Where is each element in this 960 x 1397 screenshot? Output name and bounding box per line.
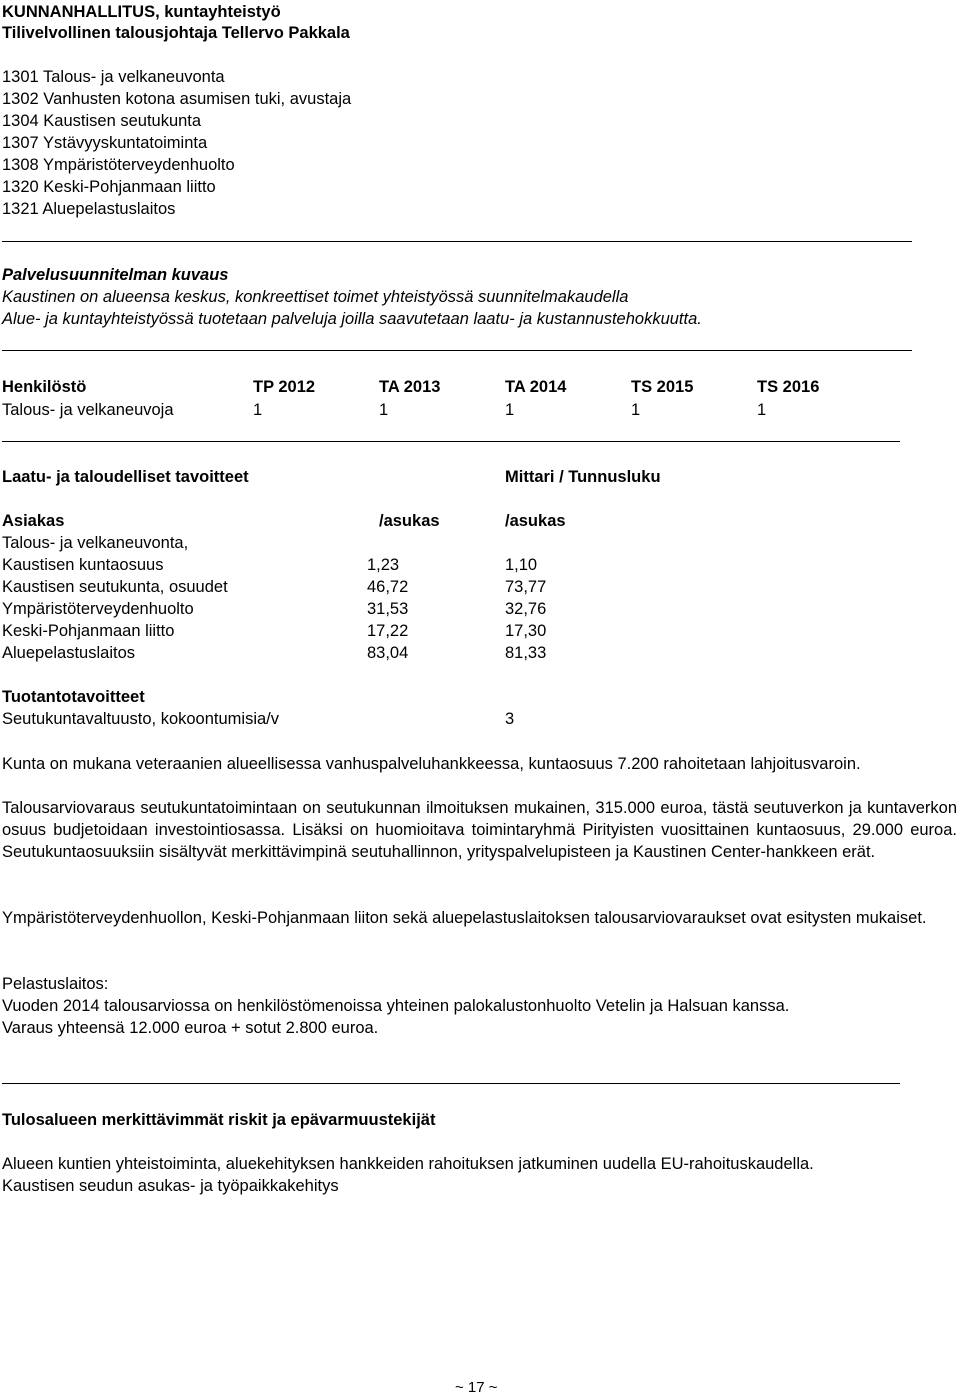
header-title: KUNNANHALLITUS, kuntayhteistyö (2, 3, 281, 21)
risks-title: Tulosalueen merkittävimmät riskit ja epävarmuustekijät (2, 1111, 436, 1129)
goals-value: 1,10 (505, 556, 538, 574)
goals-value: 1,23 (367, 556, 400, 574)
per-capita-header: /asukas (379, 512, 440, 530)
goals-title: Laatu- ja taloudelliset tavoitteet (2, 468, 249, 486)
staff-header: TS 2016 (757, 378, 820, 396)
goals-value: 17,22 (367, 622, 409, 640)
goals-value: 31,53 (367, 600, 409, 618)
staff-header-row (2, 376, 952, 398)
production-label: Seutukuntavaltuusto, kokoontumisia/v (2, 710, 279, 728)
unit-item: 1304 Kaustisen seutukunta (2, 112, 202, 130)
paragraph: Talousarviovaraus seutukuntatoimintaan on seutukunnan ilmoituksen mukainen, 315.000 euroa, tästä seutuverkon ja kuntaverkon osuus budjetoidaan investointiosassa. Lisäksi on huomioitava toimintaryhmä Pirityisten vuosittainen kuntaosuus, 29.000 euroa. Seutukuntaosuuksiin sisältyvät merkittävimpinä seutuhallinnon, yrityspalvelupisteen ja Kaustinen Center-hankkeen erät. (2, 799, 957, 861)
staff-header: TP 2012 (253, 378, 316, 396)
staff-header: TA 2013 (379, 378, 441, 396)
production-value: 3 (505, 710, 515, 728)
paragraph: Ympäristöterveydenhuollon, Keski-Pohjanmaan liiton sekä aluepelastuslaitoksen talousarviovaraukset ovat esitysten mukaiset. (2, 909, 927, 927)
goals-label: Kaustisen seutukunta, osuudet (2, 578, 228, 596)
goals-row (2, 642, 952, 664)
goals-header-row (2, 466, 952, 488)
risks-line: Kaustisen seudun asukas- ja työpaikkakehitys (2, 1177, 339, 1195)
rescue-line: Vuoden 2014 talousarviossa on henkilöstömenoissa yhteinen palokalustonhuolto Vetelin ja Halsuan kanssa. (2, 997, 790, 1015)
staff-cell: 1 (757, 401, 767, 419)
header-subtitle: Tilivelvollinen talousjohtaja Tellervo Pakkala (2, 24, 350, 42)
goals-label: Kaustisen kuntaosuus (2, 556, 164, 574)
goals-label: Keski-Pohjanmaan liitto (2, 622, 175, 640)
divider (2, 1083, 900, 1084)
page-number: ~ 17 ~ (455, 1379, 498, 1396)
description-title: Palvelusuunnitelman kuvaus (2, 266, 229, 284)
unit-item: 1321 Aluepelastuslaitos (2, 200, 176, 218)
paragraph: Kunta on mukana veteraanien alueellisessa vanhuspalveluhankkeessa, kuntaosuus 7.200 rahoitetaan lahjoitusvaroin. (2, 755, 861, 773)
unit-item: 1308 Ympäristöterveydenhuolto (2, 156, 235, 174)
risks-line: Alueen kuntien yhteistoiminta, aluekehityksen hankkeiden rahoituksen jatkuminen uudella EU-rahoituskaudella. (2, 1155, 814, 1173)
goals-value: 46,72 (367, 578, 409, 596)
rescue-line: Varaus yhteensä 12.000 euroa + sotut 2.800 euroa. (2, 1019, 379, 1037)
staff-cell: 1 (253, 401, 263, 419)
metric-title: Mittari / Tunnusluku (505, 468, 661, 486)
goals-row (2, 620, 952, 642)
goals-label: Aluepelastuslaitos (2, 644, 135, 662)
unit-item: 1302 Vanhusten kotona asumisen tuki, avustaja (2, 90, 352, 108)
unit-item: 1320 Keski-Pohjanmaan liitto (2, 178, 216, 196)
staff-header: Henkilöstö (2, 378, 87, 396)
goals-value: 17,30 (505, 622, 547, 640)
description-line: Kaustinen on alueensa keskus, konkreettiset toimet yhteistyössä suunnitelmakaudella (2, 288, 629, 306)
client-label: Asiakas (2, 512, 65, 530)
unit-item: 1301 Talous- ja velkaneuvonta (2, 68, 225, 86)
goals-value: 81,33 (505, 644, 547, 662)
goals-row (2, 554, 952, 576)
rescue-label: Pelastuslaitos: (2, 975, 109, 993)
goals-value: 32,76 (505, 600, 547, 618)
goals-label: Talous- ja velkaneuvonta, (2, 534, 189, 552)
staff-cell: 1 (505, 401, 515, 419)
goals-row (2, 532, 952, 554)
divider (2, 241, 912, 242)
divider (2, 441, 900, 442)
per-capita-header: /asukas (505, 512, 566, 530)
production-row (2, 708, 952, 730)
goals-row (2, 576, 952, 598)
goals-label: Ympäristöterveydenhuolto (2, 600, 194, 618)
staff-header: TA 2014 (505, 378, 567, 396)
divider (2, 350, 912, 351)
staff-cell: Talous- ja velkaneuvoja (2, 401, 174, 419)
goals-value: 83,04 (367, 644, 409, 662)
production-title: Tuotantotavoitteet (2, 688, 145, 706)
staff-header: TS 2015 (631, 378, 694, 396)
goals-columns-row (2, 510, 952, 532)
description-line: Alue- ja kuntayhteistyössä tuotetaan palveluja joilla saavutetaan laatu- ja kustannustehokkuutta. (2, 310, 702, 328)
staff-cell: 1 (379, 401, 389, 419)
staff-cell: 1 (631, 401, 641, 419)
staff-row (2, 399, 952, 421)
unit-item: 1307 Ystävyyskuntatoiminta (2, 134, 208, 152)
goals-value: 73,77 (505, 578, 547, 596)
goals-row (2, 598, 952, 620)
